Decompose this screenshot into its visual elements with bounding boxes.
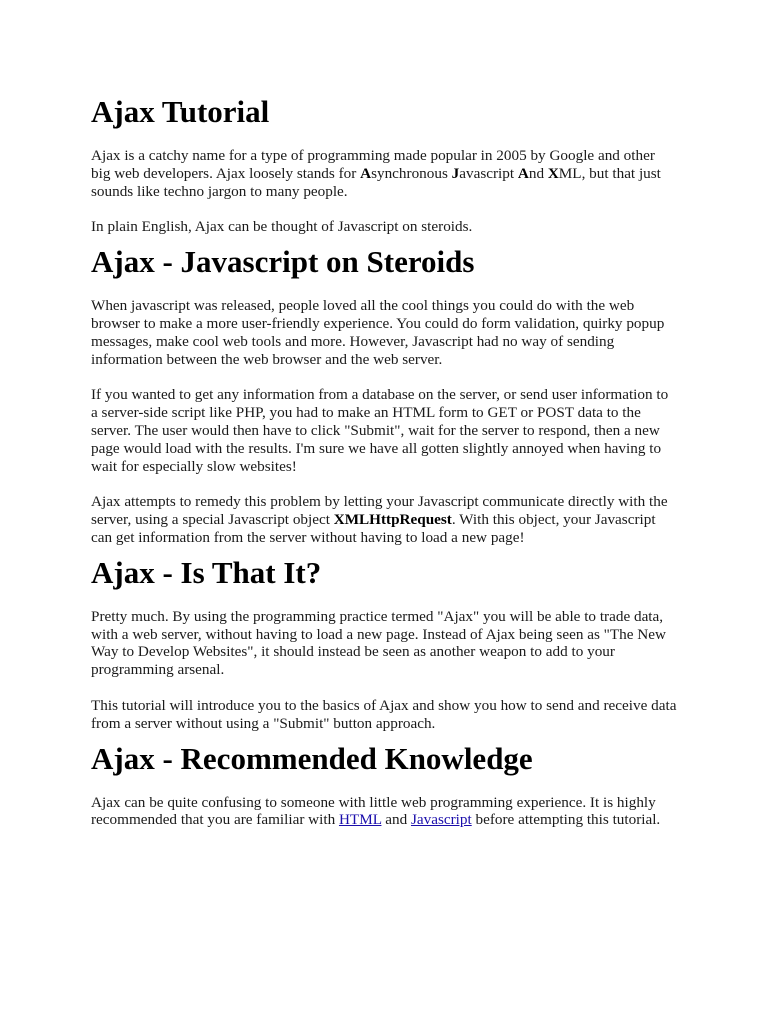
heading-is-that-it: Ajax - Is That It? — [91, 554, 322, 590]
knowledge-paragraph — [91, 794, 678, 830]
is-that-it-paragraph-2: This tutorial will introduce you to the basics of Ajax and show you how to send and receive data from a server without using a "Submit" button approach. — [91, 696, 677, 732]
text: . With this object, your Javascript can get information from the server without having to load a new page! — [91, 511, 656, 546]
bold-letter-j: J — [451, 164, 460, 182]
bold-letter-a: A — [360, 164, 372, 182]
steroids-summary-paragraph: In plain English, Ajax can be thought of Javascript on steroids. — [91, 218, 473, 236]
text: Ajax attempts to remedy this problem by letting your Javascript communicate directly with the server, using a special Javascript object — [91, 493, 668, 529]
intro-paragraph — [91, 147, 678, 200]
text: avascript — [459, 164, 518, 182]
text: nd — [528, 164, 548, 182]
steroids-paragraph-2: If you wanted to get any information from a database on the server, or send user information to a server-side script like PHP, you had to make an HTML form to GET or POST data to the server. The user would then have to click "Submit", wait for the server to respond, then a new page would load with the results. I'm sure we have all gotten slightly annoyed when having to wait for especially slow websites! — [91, 386, 669, 475]
javascript-link[interactable]: Javascript — [410, 811, 472, 829]
is-that-it-paragraph-1: Pretty much. By using the programming practice termed "Ajax" you will be able to trade data, with a web server, without having to load a new page. Instead of Ajax being seen as "The New Way to Develop Websites", it should instead be seen as another weapon to add to your programming arsenal. — [91, 607, 666, 679]
heading-ajax-tutorial: Ajax Tutorial — [91, 94, 270, 129]
bold-letter-x: X — [547, 164, 559, 182]
text: Ajax can be quite confusing to someone with little web programming experience. It is highly recommended that you are familiar with — [91, 793, 656, 829]
steroids-paragraph-3 — [91, 493, 678, 546]
heading-recommended-knowledge: Ajax - Recommended Knowledge — [91, 740, 533, 776]
bold-letter-a2: A — [517, 164, 529, 182]
text: and — [381, 811, 411, 829]
steroids-paragraph-1: When javascript was released, people loved all the cool things you could do with the web browser to make a more user-friendly experience. You could do form validation, quirky popup messages, make cool web tools and more. However, Javascript had no way of sending information between the web browser and the web server. — [91, 297, 665, 368]
text: synchronous — [371, 164, 452, 182]
xmlhttprequest-term: XMLHttpRequest — [333, 511, 452, 529]
text: Ajax is a catchy name for a type of programming made popular in 2005 by Google and other big web developers. Ajax loosely stands for — [91, 147, 655, 182]
html-link[interactable]: HTML — [338, 811, 382, 829]
text: ML, but that just sounds like techno jargon to many people. — [91, 164, 661, 200]
heading-javascript-on-steroids: Ajax - Javascript on Steroids — [91, 244, 475, 280]
text: before attempting this tutorial. — [471, 811, 661, 829]
